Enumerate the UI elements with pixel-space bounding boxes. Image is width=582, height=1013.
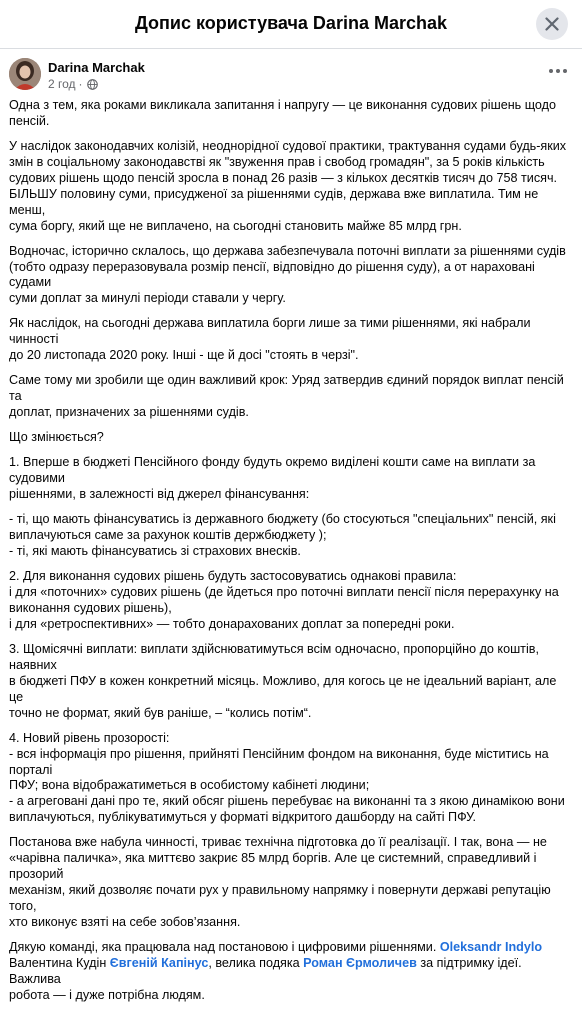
paragraph-line: суми доплат за минулі періоди ставали у чергу. [9,291,286,306]
thanks-text: за підтримку ідеї. Важлива [9,955,522,986]
paragraph-line: - вся інформація про рішення, прийняті Пенсійним фондом на виконання, буде міститись на порталі [9,746,549,777]
paragraph-line: 1. Вперше в бюджеті Пенсійного фонду будуть окремо виділені кошти саме на виплати за судовими [9,455,536,486]
thanks-text: , велика подяка [208,955,304,970]
paragraph-line: БІЛЬШУ половину суми, присудженої за рішеннями судів, держава вже виплатила. Тим не менш, [9,186,539,217]
paragraph-line: Що змінюється? [9,430,104,445]
paragraph-line: в бюджеті ПФУ в кожен конкретний місяць. Можливо, для когось це не ідеальний варіант, але це [9,673,557,704]
post-paragraph [9,731,571,826]
meta-separator: · [78,77,83,91]
paragraph-line: механізм, який дозволяє почати рух у правильному напрямку і повернути державі репутацію того, [9,883,551,913]
post-paragraph [9,244,571,308]
avatar[interactable] [9,58,41,90]
avatar-image [9,58,41,90]
paragraph-line: доплат, призначених за рішеннями судів. [9,405,249,420]
post-paragraph [9,455,571,503]
paragraph-line: - ті, які мають фінансуватись зі страхових внесків. [9,544,301,559]
paragraph-line: виплачуються, публікуватимуться у форматі відкритого дашборду на сайті ПФУ. [9,810,476,825]
paragraph-line: змін в соціальному законодавстві як "звуження прав і свобод громадян", за 5 років кількість [9,154,545,169]
paragraph-line: виконання судових рішень), [9,600,172,615]
paragraph-line: - ті, що мають фінансуватись із державного бюджету (бо стосуються "спеціальних" пенсій, які [9,512,556,527]
post-time[interactable]: 2 год [48,77,76,91]
paragraph-line: до 20 листопада 2020 року. Інші - ще й досі "стоять в черзі". [9,348,359,363]
author-name[interactable]: Darina Marchak [48,60,145,75]
dialog-header [0,0,582,49]
post-paragraph [9,139,571,234]
mention-link[interactable]: Oleksandr Indylo [439,939,543,954]
paragraph-line: 4. Новий рівень прозорості: [9,730,170,745]
paragraph-line: Як наслідок, на сьогодні держава виплатила борги лише за тими рішеннями, які набрали чинності [9,316,531,347]
paragraph-line: (тобто одразу переразовувала розмір пенсії, відповідно до рішення суду), а от нараховані судами [9,259,535,290]
post-paragraph [9,98,571,130]
close-button[interactable] [536,8,568,40]
paragraph-line: Водночас, історично склалось, що держава забезпечувала поточні виплати за рішеннями судів [9,243,566,258]
post-paragraph [9,642,571,722]
paragraph-line: Постанова вже набула чинності, триває технічна підготовка до її реалізації. І так, вона — не [9,835,547,850]
paragraph-line: і для «ретроспективних» — тобто донарахованих доплат за попередні роки. [9,616,455,631]
paragraph-line: - а агреговані дані про те, який обсяг рішень перебуває на виконанні та з якою динамікою вони [9,794,565,809]
post-paragraph [9,569,571,633]
globe-icon [87,79,98,90]
thanks-text: робота — і дуже потрібна людям. [9,987,205,1002]
more-options-button[interactable] [546,59,570,83]
mention-link[interactable]: Роман Єрмоличев [303,955,417,970]
post-meta [48,77,98,91]
paragraph-line: ПФУ; вона відображатиметься в особистому кабінеті людини; [9,778,370,793]
paragraph-line: 2. Для виконання судових рішень будуть застосовуватись однакові правила: [9,569,457,584]
dialog-title: Допис користувача Darina Marchak [134,13,447,33]
post-paragraph [9,835,571,930]
post-body [9,98,571,1013]
paragraph-line: судових рішень щодо пенсій зросла в понад 26 разів — з кількох десятків тисяч до 758 тисяч. [9,170,558,185]
post-paragraph [9,316,571,364]
mention-link[interactable]: Євгеній Капінус [109,955,209,970]
paragraph-line: Одна з тем, яка роками викликала запитання і напругу — це виконання судових рішень щодо [9,98,557,112]
post-paragraph [9,373,571,421]
post-paragraphs [9,98,571,931]
post-paragraph [9,430,571,446]
paragraph-line: Саме тому ми зробили ще один важливий крок: Уряд затвердив єдиний порядок виплат пенсій та [9,373,564,404]
thanks-paragraph [9,940,571,1004]
close-icon [545,17,559,31]
paragraph-line: хто виконує взяті на себе зобов’язання. [9,914,241,929]
paragraph-line: і для «поточних» судових рішень (де йдеться про поточні виплати пенсії після перерахунку на [9,585,559,600]
paragraph-line: рішеннями, в залежності від джерел фінансування: [9,487,310,502]
paragraph-line: точно не формат, який був раніше, – “колись потім“. [9,705,312,720]
post-paragraph [9,512,571,560]
post-header [0,49,582,95]
paragraph-line: виплачуються саме за рахунок коштів держбюджету ); [9,528,327,543]
more-horizontal-icon [548,68,568,74]
paragraph-line: пенсій. [9,113,50,128]
paragraph-line: У наслідок законодавчих колізій, неоднорідної судової практики, трактування судами будь-яких [9,139,567,153]
thanks-text: Валентина Кудін [9,955,110,970]
paragraph-line: 3. Щомісячні виплати: виплати здійснюватимуться всім одночасно, пропорційно до коштів, наявних [9,641,539,672]
paragraph-line: «чарівна паличка», яка миттєво закриє 85 млрд боргів. Але це системний, справедливий і прозорий [9,851,537,882]
paragraph-line: сума боргу, який ще не виплачено, на сьогодні становить майже 85 млрд грн. [9,218,462,233]
thanks-text: Дякую команді, яка працювала над постановою і цифровими рішеннями. [9,939,440,954]
